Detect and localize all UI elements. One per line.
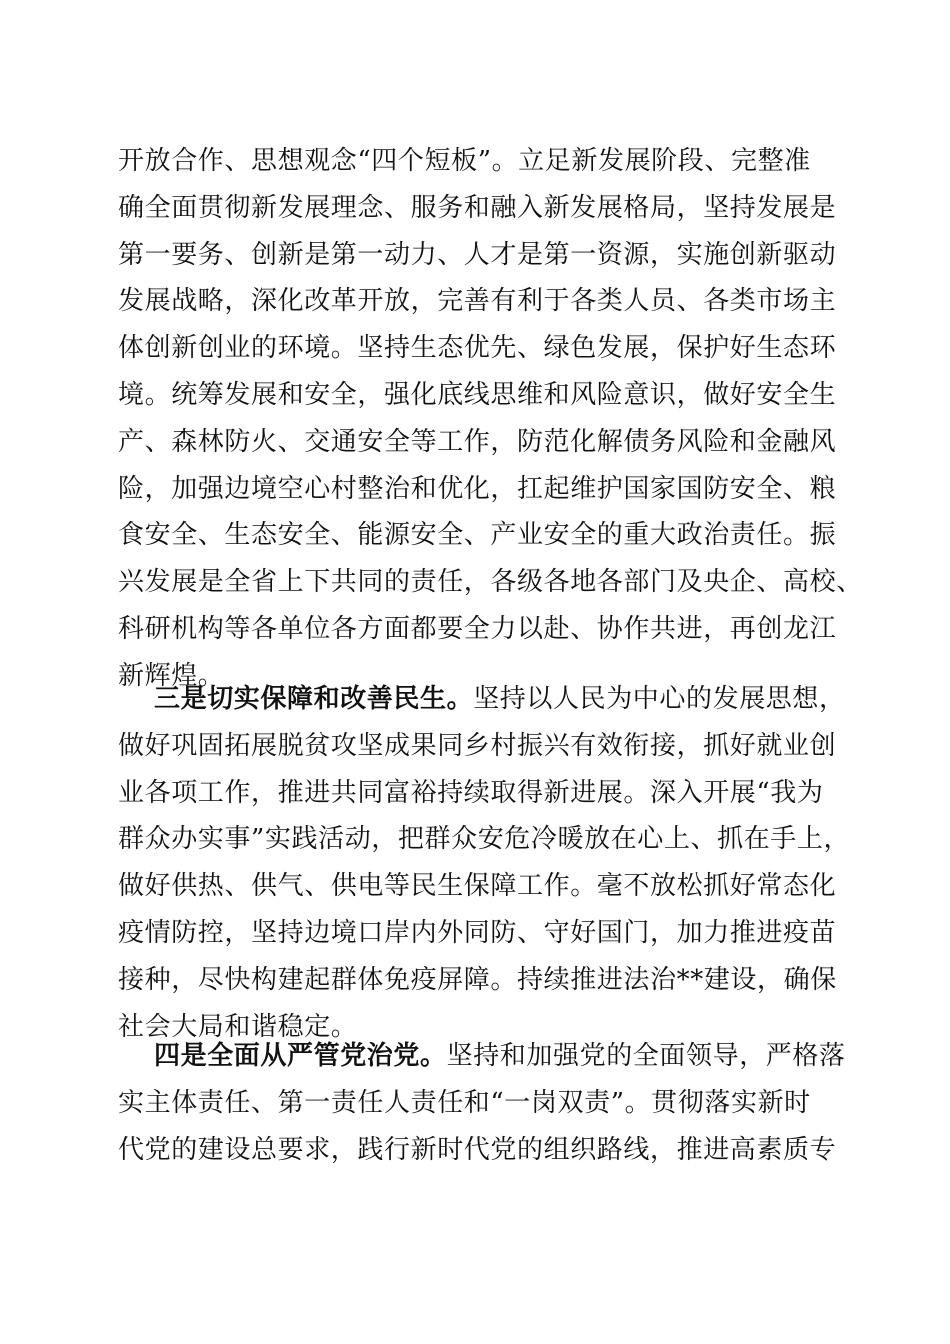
paragraph-3: [118, 1033, 846, 1173]
paragraph-3-heading: 四是全面从严管党治党。: [154, 1041, 447, 1071]
paragraph-1-line: 新辉煌。: [118, 660, 225, 691]
paragraph-2-first-line: [118, 676, 846, 723]
paragraph-2-line: 群众办实事”实践活动，把群众安危冷暖放在心上、抓在手上，: [118, 824, 851, 855]
paragraph-2-first-line-text: 坚持以人民为中心的发展思想，: [473, 684, 846, 714]
paragraph-3-line: 实主体责任、第一责任人责任和“一岗双责”。贯彻落实新时: [118, 1087, 811, 1118]
paragraph-1-line: 确全面贯彻新发展理念、服务和融入新发展格局，坚持发展是: [118, 192, 837, 223]
paragraph-2-line: 社会大局和谐稳定。: [118, 1011, 358, 1042]
paragraph-2-line: 做好供热、供气、供电等民生保障工作。毫不放松抓好常态化: [118, 871, 837, 902]
paragraph-2-line: 接种，尽快构建起群体免疫屏障。持续推进法治**建设，确保: [118, 964, 837, 995]
paragraph-1-line: 食安全、生态安全、能源安全、产业安全的重大政治责任。振: [118, 520, 837, 551]
paragraph-2-line: 做好巩固拓展脱贫攻坚成果同乡村振兴有效衔接，抓好就业创: [118, 730, 837, 761]
paragraph-1-line: 兴发展是全省上下共同的责任，各级各地各部门及央企、高校、: [118, 567, 863, 598]
paragraph-3-line: 代党的建设总要求，践行新时代党的组织路线，推进高素质专: [118, 1134, 837, 1165]
paragraph-1-line: 体创新创业的环境。坚持生态优先、绿色发展，保护好生态环: [118, 333, 837, 364]
paragraph-2: [118, 676, 851, 1050]
paragraph-1-line: 第一要务、创新是第一动力、人才是第一资源，实施创新驱动: [118, 239, 837, 270]
paragraph-1: [118, 138, 863, 700]
paragraph-3-first-line: [118, 1033, 846, 1080]
paragraph-1-line: 开放合作、思想观念“四个短板”。立足新发展阶段、完整准: [118, 146, 811, 176]
paragraph-1-line: 科研机构等各单位各方面都要全力以赴、协作共进，再创龙江: [118, 613, 837, 644]
paragraph-1-line: 险，加强边境空心村整治和优化，扛起维护国家国防安全、粮: [118, 473, 837, 504]
paragraph-3-first-line-text: 坚持和加强党的全面领导，严格落: [446, 1041, 846, 1071]
paragraph-2-line: 业各项工作，推进共同富裕持续取得新进展。深入开展“我为: [118, 777, 824, 808]
paragraph-2-line: 疫情防控，坚持边境口岸内外同防、守好国门，加力推进疫苗: [118, 917, 837, 948]
paragraph-1-line: 产、森林防火、交通安全等工作，防范化解债务风险和金融风: [118, 426, 837, 457]
paragraph-2-heading: 三是切实保障和改善民生。: [154, 684, 474, 714]
paragraph-1-line: 境。统筹发展和安全，强化底线思维和风险意识，做好安全生: [118, 379, 837, 410]
paragraph-1-line: 发展战略，深化改革开放，完善有利于各类人员、各类市场主: [118, 286, 837, 317]
